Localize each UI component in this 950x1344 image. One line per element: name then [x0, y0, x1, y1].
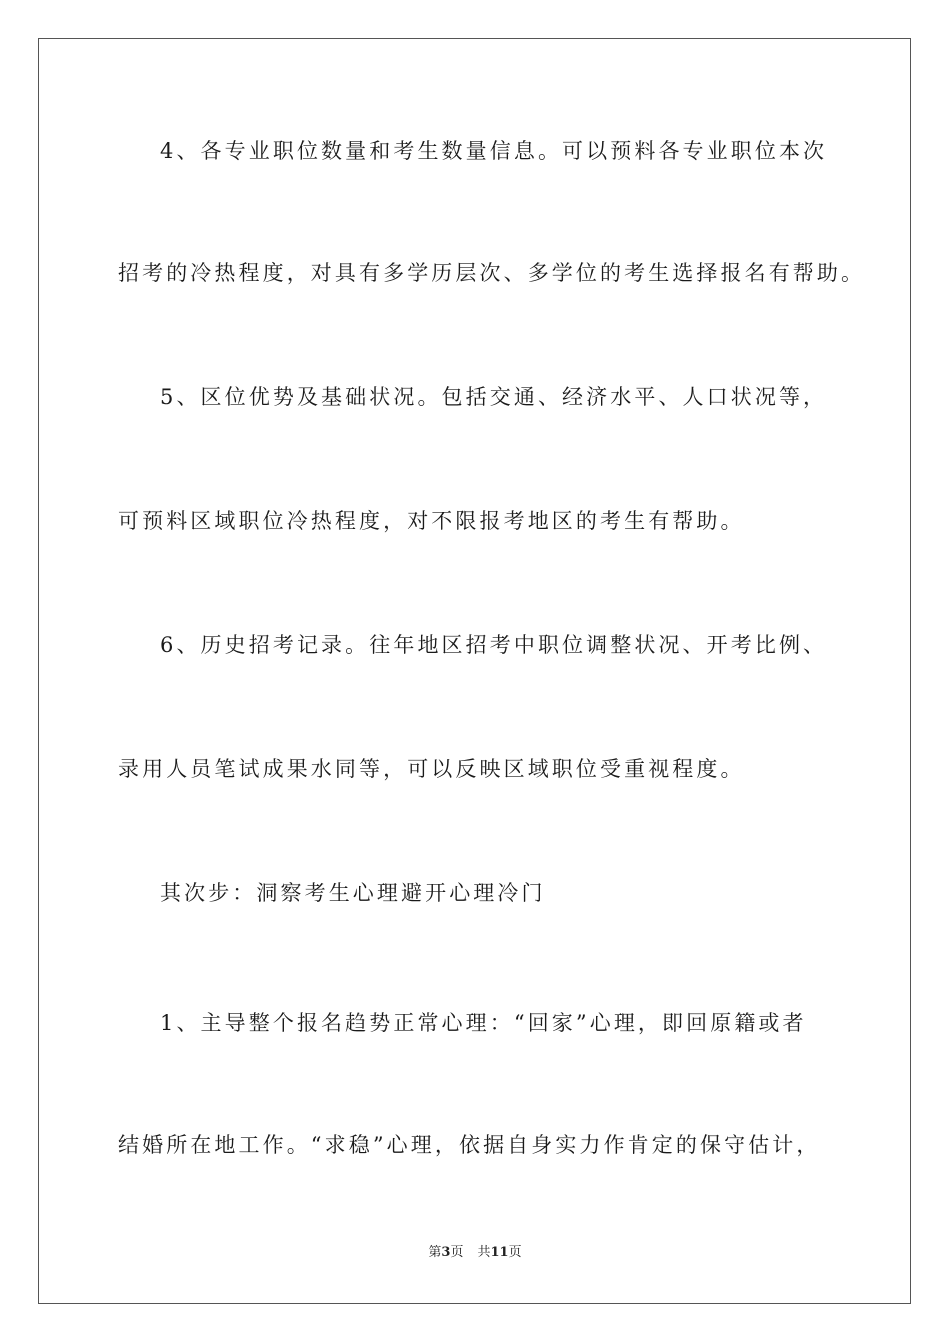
paragraph-line-6: 录用人员笔试成果水同等，可以反映区域职位受重视程度。 — [118, 757, 745, 781]
paragraph-line-8: 结婚所在地工作。“求稳”心理，依据自身实力作肯定的保守估计， — [118, 1133, 821, 1157]
footer-total-number: 11 — [490, 1245, 509, 1260]
paragraph-line-3: 5、区位优势及基础状况。包括交通、经济水平、人口状况等， — [160, 385, 828, 409]
paragraph-line-5: 6、历史招考记录。往年地区招考中职位调整状况、开考比例、 — [160, 633, 828, 657]
paragraph-line-4: 可预料区域职位冷热程度，对不限报考地区的考生有帮助。 — [118, 509, 745, 533]
footer-total-suffix: 页 — [508, 1245, 522, 1260]
paragraph-line-7: 1、主导整个报名趋势正常心理：“回家”心理，即回原籍或者 — [160, 1011, 807, 1035]
footer-page-number: 3 — [441, 1245, 451, 1260]
footer-total-prefix: 共 — [477, 1245, 491, 1260]
section-heading: 其次步：洞察考生心理避开心理冷门 — [160, 881, 546, 905]
footer-page-suffix: 页 — [450, 1245, 464, 1260]
page-footer — [0, 1244, 950, 1262]
page-border — [38, 38, 911, 1304]
paragraph-line-2: 招考的冷热程度，对具有多学历层次、多学位的考生选择报名有帮助。 — [118, 261, 866, 285]
footer-page-prefix: 第 — [428, 1245, 442, 1260]
paragraph-line-1: 4、各专业职位数量和考生数量信息。可以预料各专业职位本次 — [160, 139, 828, 163]
